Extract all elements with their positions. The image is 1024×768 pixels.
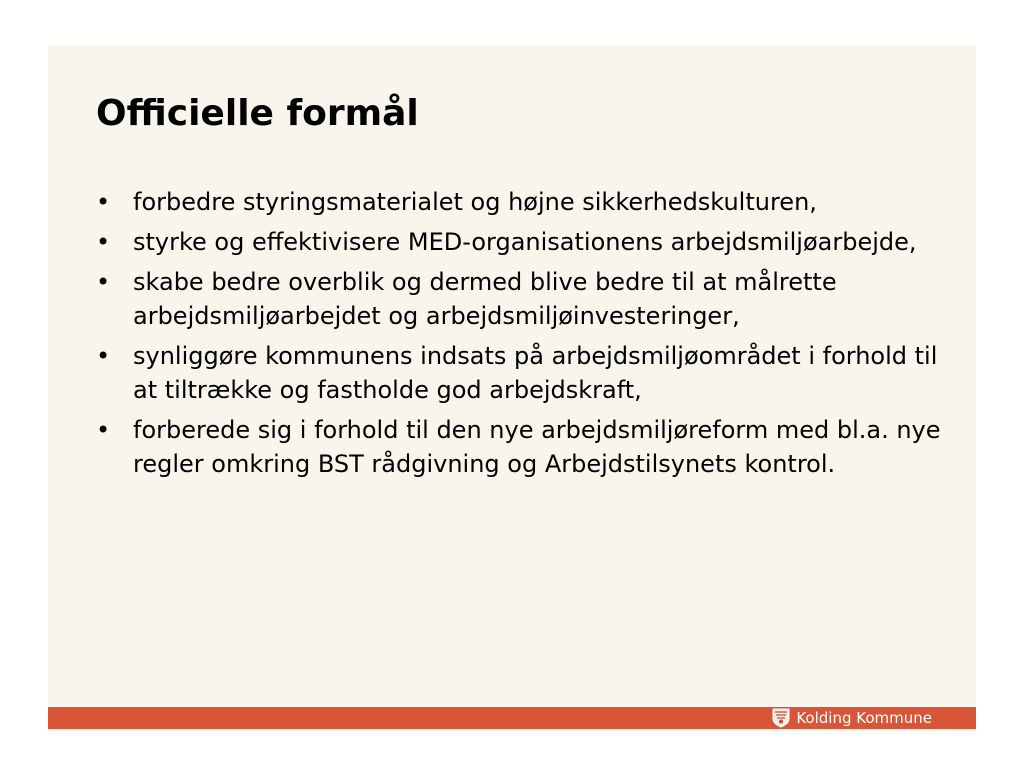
footer-brand	[772, 707, 932, 729]
bullet-marker: •	[96, 416, 111, 444]
bullet-item	[96, 265, 946, 333]
bullet-marker: •	[96, 268, 111, 296]
bullet-text: skabe bedre overblik og dermed blive bedre til at målrette arbejdsmiljøarbejdet og arbejdsmiljøinvesteringer,	[133, 268, 837, 330]
slide	[48, 45, 976, 731]
footer-bar	[48, 707, 976, 729]
bullet-text: forberede sig i forhold til den nye arbejdsmiljøreform med bl.a. nye regler omkring BST rådgivning og Arbejdstilsynets kontrol.	[133, 416, 941, 478]
bullet-item	[96, 339, 946, 407]
bullet-item	[96, 185, 946, 219]
slide-title: Officielle formål	[96, 93, 419, 134]
shield-crest-icon	[772, 708, 790, 728]
bullet-text: synliggøre kommunens indsats på arbejdsmiljøområdet i forhold til at tiltrække og fastholde god arbejdskraft,	[133, 342, 938, 404]
bullet-marker: •	[96, 342, 111, 370]
bullet-item	[96, 225, 946, 259]
bullet-list	[96, 185, 946, 487]
bullet-marker: •	[96, 188, 111, 216]
footer-label: Kolding Kommune	[796, 709, 932, 727]
bullet-item	[96, 413, 946, 481]
bullet-text: styrke og effektivisere MED-organisationens arbejdsmiljøarbejde,	[133, 228, 917, 256]
bullet-text: forbedre styringsmaterialet og højne sikkerhedskulturen,	[133, 188, 817, 216]
bullet-marker: •	[96, 228, 111, 256]
